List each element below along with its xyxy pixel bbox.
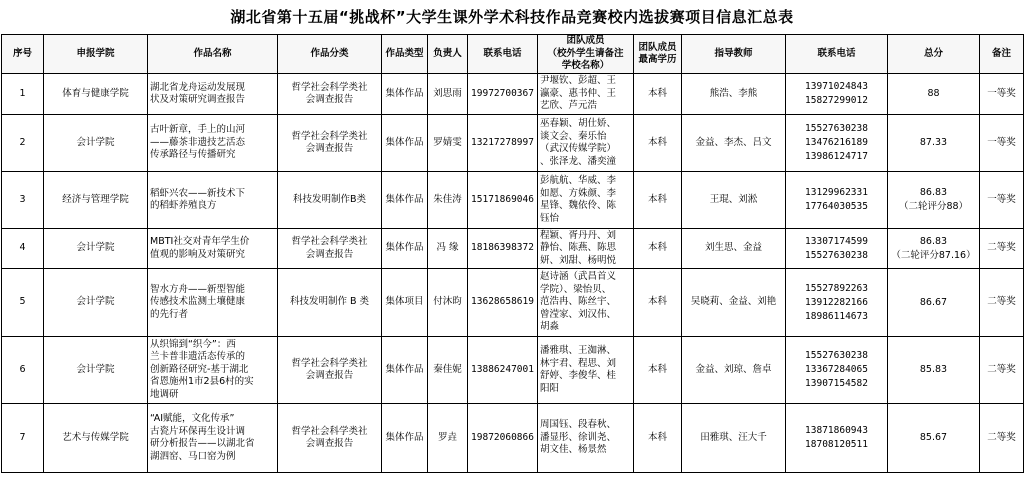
note-cell: 二等奖 — [980, 337, 1024, 404]
table-row — [2, 115, 1024, 172]
members-cell-line: 钰怡 — [540, 212, 560, 224]
category-cell-line: 会调查报告 — [305, 94, 354, 105]
teacher-phone-cell-line: 13907154582 — [805, 378, 868, 389]
category-cell — [278, 115, 382, 172]
edu-cell: 本科 — [634, 74, 682, 115]
teacher-phone-cell-line: 15527630238 — [805, 249, 868, 261]
table-row — [2, 172, 1024, 229]
seq-cell: 2 — [2, 115, 44, 172]
members-cell — [538, 269, 634, 337]
members-cell-line: 胡淼 — [540, 321, 560, 333]
header-work-name: 作品名称 — [148, 35, 278, 74]
teacher-phone-cell-line: 13912282166 — [805, 296, 868, 308]
teacher-phone-cell-line: 15527630238 — [805, 123, 868, 134]
teacher-phone-cell-line: 13129962331 — [805, 187, 868, 198]
leader-cell: 刘思雨 — [428, 74, 468, 115]
members-cell — [538, 229, 634, 269]
score-cell-line: 88 — [927, 88, 940, 99]
header-college: 申报学院 — [44, 35, 148, 74]
header-edu-line: 最高学历 — [638, 54, 677, 65]
teacher-cell: 吴晓莉、金益、刘艳 — [682, 269, 786, 337]
members-cell-line: （武汉传媒学院） — [540, 143, 617, 154]
note-cell: 二等奖 — [980, 229, 1024, 269]
work-name-cell-line: 湖北省龙舟运动发展现 — [150, 81, 246, 93]
work-name-cell-line: 稻虾兴农——新技术下 — [150, 187, 246, 199]
college-cell: 艺术与传媒学院 — [44, 404, 148, 473]
phone-cell: 18186398372 — [468, 229, 538, 269]
work-name-cell — [148, 172, 278, 229]
work-name-cell-line: “AI赋能，文化传承” — [150, 413, 235, 424]
seq-cell: 3 — [2, 172, 44, 229]
seq-cell: 5 — [2, 269, 44, 337]
work-name-cell-line: 研分析报告——以湖北省 — [150, 438, 255, 449]
header-teacher-phone: 联系电话 — [786, 35, 888, 74]
members-cell — [538, 74, 634, 115]
category-cell-line: 科技发明制作 B 类 — [289, 296, 370, 308]
teacher-phone-cell-line: 18708120511 — [805, 439, 868, 450]
members-cell-line: 艺欣、芦元浩 — [540, 100, 598, 112]
category-cell-line: 会调查报告 — [305, 370, 354, 381]
teacher-phone-cell — [786, 172, 888, 229]
category-cell — [278, 337, 382, 404]
members-cell-line: 瀛豪、惠书仲、王 — [540, 87, 617, 99]
members-cell-line: 周国钰、段春秋、 — [540, 419, 617, 431]
college-cell: 会计学院 — [44, 115, 148, 172]
edu-cell: 本科 — [634, 115, 682, 172]
members-cell — [538, 404, 634, 473]
category-cell — [278, 229, 382, 269]
score-cell-line: 86.83 — [919, 235, 948, 247]
teacher-phone-cell — [786, 269, 888, 337]
note-cell: 二等奖 — [980, 404, 1024, 473]
members-cell — [538, 115, 634, 172]
college-cell: 会计学院 — [44, 229, 148, 269]
score-cell — [888, 74, 980, 115]
table-row — [2, 229, 1024, 269]
members-cell-line: 、张泽龙、潘奕潼 — [540, 155, 617, 167]
edu-cell: 本科 — [634, 229, 682, 269]
college-cell: 会计学院 — [44, 269, 148, 337]
work-name-cell — [148, 229, 278, 269]
note-cell: 一等奖 — [980, 74, 1024, 115]
work-name-cell — [148, 74, 278, 115]
table-body — [2, 74, 1024, 473]
seq-cell: 7 — [2, 404, 44, 473]
work-name-cell — [148, 115, 278, 172]
teacher-cell: 田雅琪、汪大千 — [682, 404, 786, 473]
header-teacher: 指导教师 — [682, 35, 786, 74]
score-cell — [888, 172, 980, 229]
header-members-line: 团队成员 — [566, 35, 605, 47]
teacher-phone-cell — [786, 115, 888, 172]
edu-cell: 本科 — [634, 172, 682, 229]
type-cell: 集体作品 — [382, 74, 428, 115]
teacher-phone-cell-line: 13476216189 — [805, 137, 868, 148]
work-name-cell — [148, 269, 278, 337]
phone-cell: 13628658619 — [468, 269, 538, 337]
teacher-phone-cell-line: 13971024843 — [805, 81, 868, 92]
work-name-cell-line: 值观的影响及对策研究 — [150, 248, 246, 260]
members-cell-line: 谈文会、秦乐怡 — [540, 130, 607, 142]
header-members-line: 学校名称） — [561, 60, 610, 72]
score-cell-line: （二轮评分88） — [898, 201, 969, 212]
members-cell-line: 尹堰钦、彭超、王 — [540, 75, 617, 87]
note-cell: 二等奖 — [980, 269, 1024, 337]
work-name-cell-line: 湖泗窑、马口窑为例 — [150, 450, 236, 462]
members-cell-line: 学院）、梁怡贝、 — [540, 283, 612, 295]
teacher-phone-cell-line: 17764030535 — [805, 201, 868, 212]
type-cell: 集体作品 — [382, 172, 428, 229]
members-cell-line: 赵诗涵（武昌首义 — [540, 271, 617, 283]
work-name-cell-line: 的稻虾养殖良方 — [150, 200, 217, 211]
college-cell: 经济与管理学院 — [44, 172, 148, 229]
teacher-phone-cell-line: 15527892263 — [805, 282, 868, 294]
teacher-phone-cell — [786, 74, 888, 115]
members-cell-line: 潘显彤、徐训尧、 — [540, 431, 617, 443]
project-table — [1, 34, 1024, 473]
work-name-cell-line: MBTI社交对青年学生价 — [150, 236, 250, 247]
table-row — [2, 404, 1024, 473]
teacher-cell: 金益、刘琼、詹卓 — [682, 337, 786, 404]
members-cell-line: 妍、刘甜、杨明悦 — [540, 254, 617, 266]
type-cell: 集体项目 — [382, 269, 428, 337]
header-note: 备注 — [980, 35, 1024, 74]
work-name-cell-line: 传感技术监测土壤健康 — [150, 296, 246, 308]
work-name-cell-line: 创新路径研究-基于湖北 — [150, 363, 249, 375]
work-name-cell-line: ——藤茶非遗技艺活态 — [150, 136, 246, 148]
members-cell-line: 阳阳 — [540, 382, 560, 394]
header-seq: 序号 — [2, 35, 44, 74]
header-members — [538, 35, 634, 74]
work-name-cell-line: 古叶新章，手上的山河 — [150, 124, 246, 136]
members-cell-line: 潘雅琪、王洳淋、 — [540, 345, 617, 356]
score-cell — [888, 269, 980, 337]
category-cell-line: 哲学社会科学类社 — [291, 130, 368, 142]
header-row — [2, 35, 1024, 74]
teacher-phone-cell-line: 15827299012 — [805, 95, 868, 106]
leader-cell: 付沐昀 — [428, 269, 468, 337]
category-cell-line: 会调查报告 — [305, 143, 354, 154]
header-score: 总分 — [888, 35, 980, 74]
phone-cell: 19972700367 — [468, 74, 538, 115]
teacher-phone-cell — [786, 404, 888, 473]
leader-cell: 朱佳涛 — [428, 172, 468, 229]
category-cell-line: 哲学社会科学类社 — [291, 425, 368, 437]
edu-cell: 本科 — [634, 337, 682, 404]
members-cell-line: 静怡、陈燕、陈思 — [540, 242, 617, 254]
leader-cell: 罗婧雯 — [428, 115, 468, 172]
college-cell: 会计学院 — [44, 337, 148, 404]
category-cell-line: 科技发明制作B类 — [292, 193, 367, 205]
teacher-phone-cell-line: 15527630238 — [805, 350, 868, 361]
score-cell — [888, 337, 980, 404]
members-cell-line: 曾滢家、刘汉伟、 — [540, 308, 617, 320]
work-name-cell-line: 从织锦到“织今”：西 — [150, 338, 236, 350]
score-cell — [888, 115, 980, 172]
score-cell — [888, 404, 980, 473]
table-row — [2, 269, 1024, 337]
note-cell: 一等奖 — [980, 172, 1024, 229]
members-cell-line: 林宇君、程思、刘 — [540, 357, 617, 369]
category-cell — [278, 74, 382, 115]
header-category: 作品分类 — [278, 35, 382, 74]
teacher-phone-cell — [786, 337, 888, 404]
members-cell-line: 如愿、方姝颜、李 — [540, 187, 617, 199]
members-cell — [538, 172, 634, 229]
header-edu — [634, 35, 682, 74]
teacher-phone-cell-line: 18986114673 — [805, 310, 868, 322]
members-cell-line: 舒婷、李俊华、桂 — [540, 370, 617, 381]
table-row — [2, 74, 1024, 115]
phone-cell: 19872060866 — [468, 404, 538, 473]
score-cell — [888, 229, 980, 269]
seq-cell: 1 — [2, 74, 44, 115]
teacher-cell: 金益、李杰、吕文 — [682, 115, 786, 172]
header-members-line: （校外学生请备注 — [547, 47, 624, 59]
note-cell: 一等奖 — [980, 115, 1024, 172]
sheet-title: 湖北省第十五届“挑战杯”大学生课外学术科技作品竞赛校内选拔赛项目信息汇总表 — [230, 8, 794, 26]
score-cell-line: （二轮评分87.16） — [891, 249, 976, 261]
leader-cell: 冯 缘 — [428, 229, 468, 269]
work-name-cell — [148, 404, 278, 473]
type-cell: 集体作品 — [382, 229, 428, 269]
leader-cell: 秦佳妮 — [428, 337, 468, 404]
members-cell — [538, 337, 634, 404]
header-edu-line: 团队成员 — [638, 41, 677, 53]
table-row — [2, 337, 1024, 404]
teacher-phone-cell — [786, 229, 888, 269]
category-cell — [278, 269, 382, 337]
leader-cell: 罗垚 — [428, 404, 468, 473]
phone-cell: 13886247001 — [468, 337, 538, 404]
score-cell-line: 86.83 — [919, 187, 948, 198]
category-cell — [278, 404, 382, 473]
teacher-phone-cell-line: 13307174599 — [805, 235, 868, 247]
phone-cell: 15171869046 — [468, 172, 538, 229]
teacher-phone-cell-line: 13986124717 — [805, 151, 868, 162]
type-cell: 集体作品 — [382, 404, 428, 473]
category-cell — [278, 172, 382, 229]
header-leader: 负责人 — [428, 35, 468, 74]
header-type: 作品类型 — [382, 35, 428, 74]
score-cell-line: 85.67 — [919, 432, 948, 443]
college-cell: 体育与健康学院 — [44, 74, 148, 115]
score-cell-line: 87.33 — [919, 137, 948, 148]
type-cell: 集体作品 — [382, 115, 428, 172]
seq-cell: 6 — [2, 337, 44, 404]
work-name-cell-line: 地调研 — [150, 388, 179, 400]
category-cell-line: 哲学社会科学类社 — [291, 357, 368, 369]
members-cell-line: 彭航航、华威、李 — [540, 175, 617, 186]
phone-cell: 13217278997 — [468, 115, 538, 172]
category-cell-line: 哲学社会科学类社 — [291, 81, 368, 93]
score-cell-line: 85.83 — [919, 364, 948, 375]
members-cell-line: 程颖、胥丹丹、刘 — [540, 229, 617, 241]
category-cell-line: 会调查报告 — [305, 248, 354, 260]
work-name-cell — [148, 337, 278, 404]
members-cell-line: 胡文佳、杨景然 — [540, 444, 607, 456]
teacher-cell: 熊浩、李熊 — [682, 74, 786, 115]
teacher-cell: 刘生思、金益 — [682, 229, 786, 269]
members-cell-line: 星锋、魏依伶、陈 — [540, 200, 617, 211]
teacher-phone-cell-line: 13367284065 — [805, 364, 868, 375]
teacher-cell: 王琨、刘淞 — [682, 172, 786, 229]
score-cell-line: 86.67 — [919, 296, 948, 308]
members-cell-line: 巫春颖、胡仕娇、 — [540, 118, 617, 129]
category-cell-line: 会调查报告 — [305, 438, 354, 449]
work-name-cell-line: 省恩施州1市2县6村的实 — [150, 376, 254, 388]
work-name-cell-line: 传承路径与传播研究 — [150, 149, 236, 161]
work-name-cell-line: 智水方舟——新型智能 — [150, 283, 246, 295]
seq-cell: 4 — [2, 229, 44, 269]
category-cell-line: 哲学社会科学类社 — [291, 236, 368, 247]
header-phone: 联系电话 — [468, 35, 538, 74]
type-cell: 集体作品 — [382, 337, 428, 404]
work-name-cell-line: 状及对策研究调查报告 — [150, 94, 246, 105]
work-name-cell-line: 古瓷片环保再生设计调 — [150, 425, 246, 437]
members-cell-line: 范浩冉、陈丝宇、 — [540, 296, 617, 308]
edu-cell: 本科 — [634, 404, 682, 473]
work-name-cell-line: 的先行者 — [150, 308, 189, 320]
work-name-cell-line: 兰卡普非遗活态传承的 — [150, 351, 246, 363]
teacher-phone-cell-line: 13871860943 — [805, 425, 868, 436]
edu-cell: 本科 — [634, 269, 682, 337]
